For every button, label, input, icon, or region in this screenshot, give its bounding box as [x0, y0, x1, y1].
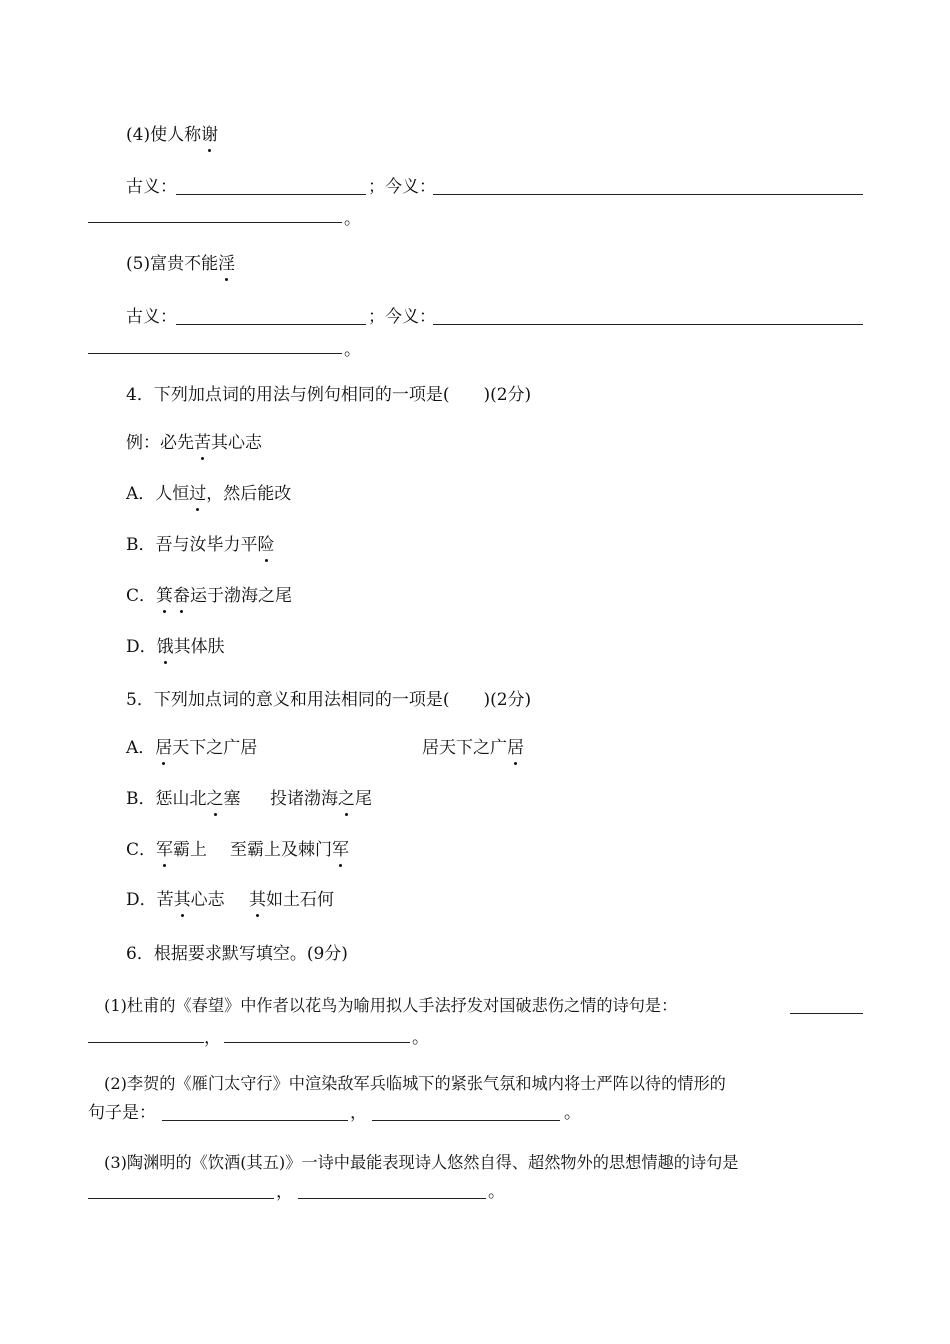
q6-item1-comma — [204, 1027, 221, 1049]
option-dotted-char: 饿 — [156, 637, 174, 657]
q3-item4-gu-blank[interactable] — [176, 194, 366, 195]
q4-option-c[interactable] — [126, 585, 292, 607]
option-suffix: ，然后能改 — [206, 484, 292, 504]
option-prefix: A．人恒 — [126, 484, 190, 504]
q4-option-a[interactable] — [126, 483, 291, 505]
q4-example — [126, 432, 262, 454]
period: 。 — [564, 1103, 581, 1123]
option-dotted-char: 其 — [249, 890, 266, 910]
option-suffix: 塞 — [223, 789, 241, 809]
q4-option-d[interactable] — [126, 636, 225, 658]
option-prefix: 居天下之广 — [422, 738, 507, 758]
q5-stem — [126, 689, 531, 711]
q6-item3-blank-1[interactable] — [88, 1198, 274, 1199]
q5-option-b-left[interactable] — [126, 788, 241, 810]
q3-item5-dotted-char: 淫 — [218, 254, 236, 274]
q6-item1-question: (1)杜甫的《春望》中作者以花鸟为喻用拟人手法抒发对国破悲伤之情的诗句是： — [104, 996, 678, 1015]
gu-label: 古义： — [126, 307, 177, 327]
option-suffix: 天下之广居 — [172, 738, 258, 758]
dotted-char: 畚 — [173, 586, 191, 606]
option-dotted-char: 之 — [206, 789, 224, 809]
option-dotted-char: 其 — [173, 890, 191, 910]
comma: ， — [350, 1103, 367, 1123]
q3-item4-end — [344, 208, 361, 230]
q3-item5-label — [126, 253, 235, 275]
q6-item1-blank-1b[interactable] — [88, 1042, 204, 1043]
option-dotted-char: 过 — [189, 484, 207, 504]
option-prefix: D．苦 — [126, 890, 174, 910]
q6-item2-question-line2: 句子是： — [88, 1103, 156, 1123]
q3-item5-jin-blank-1[interactable] — [433, 324, 863, 325]
option-prefix: D． — [126, 637, 157, 657]
period: 。 — [344, 209, 361, 229]
q5-option-b-right — [270, 788, 372, 810]
option-dotted-char: 居 — [155, 738, 173, 758]
option-suffix: 心志 — [190, 890, 225, 910]
q3-item4-label — [126, 124, 218, 146]
q6-item2-end — [564, 1102, 581, 1124]
q6-item2-text-1 — [104, 1073, 726, 1095]
q6-item3-question: (3)陶渊明的《饮酒(其五)》一诗中最能表现诗人悠然自得、超然物外的思想情趣的诗句是 — [104, 1153, 739, 1172]
option-prefix: C． — [126, 586, 157, 606]
q3-item4-text: (4)使人称 — [126, 125, 202, 145]
q6-item3-comma — [276, 1181, 293, 1203]
option-dotted-char-1 — [156, 586, 190, 606]
option-prefix: C． — [126, 840, 157, 860]
option-prefix: B．惩山北 — [126, 789, 207, 809]
q3-item5-jin-label — [368, 306, 436, 328]
q3-item5-text: (5)富贵不能 — [126, 254, 219, 274]
q6-item2-comma — [350, 1102, 367, 1124]
q3-item4-jin-blank-1[interactable] — [433, 194, 863, 195]
q3-item4-dotted-char: 谢 — [201, 125, 219, 145]
q3-item4-jin-blank-2[interactable] — [88, 222, 342, 223]
q5-option-d-left[interactable] — [126, 889, 225, 911]
q6-item3-text — [104, 1152, 739, 1174]
q6-item1-blank-2[interactable] — [224, 1042, 410, 1043]
semicolon: ； — [368, 177, 385, 197]
q6-item3-blank-2[interactable] — [298, 1198, 486, 1199]
q3-item5-end — [344, 339, 361, 361]
q4-example-dotted-char: 苦 — [194, 433, 211, 453]
q6-item2-blank-2[interactable] — [372, 1120, 560, 1121]
option-prefix: 至霸上及棘门 — [230, 840, 332, 860]
q4-option-b[interactable] — [126, 534, 275, 556]
option-dotted-char: 险 — [257, 535, 275, 555]
q5-option-a-right — [422, 737, 524, 759]
q5-option-a-left[interactable] — [126, 737, 257, 759]
comma: ， — [204, 1028, 221, 1048]
q6-item1-blank-1a[interactable] — [790, 1013, 863, 1014]
period: 。 — [344, 340, 361, 360]
option-suffix: 运于渤海之尾 — [190, 586, 293, 606]
option-suffix: 霸上 — [173, 840, 208, 860]
q6-item1-end — [412, 1027, 429, 1049]
q4-stem — [126, 384, 531, 406]
q4-example-suffix: 其心志 — [211, 433, 262, 453]
option-suffix: 如土石何 — [266, 890, 334, 910]
q6-item2-text-2 — [88, 1102, 156, 1124]
q5-stem-text: 5．下列加点词的意义和用法相同的一项是( )(2分) — [126, 690, 532, 710]
q4-example-prefix: 例：必先 — [126, 433, 194, 453]
q6-item3-end — [488, 1181, 505, 1203]
period: 。 — [488, 1182, 505, 1202]
jin-label: 今义： — [385, 307, 436, 327]
period: 。 — [412, 1028, 429, 1048]
q3-item5-jin-blank-2[interactable] — [88, 353, 342, 354]
option-dotted-char: 军 — [156, 840, 174, 860]
gu-label: 古义： — [126, 177, 177, 197]
q6-stem — [126, 943, 348, 965]
q3-item5-gu-label — [126, 306, 177, 328]
option-dotted-char: 之 — [338, 789, 355, 809]
dotted-char: 箕 — [156, 586, 174, 606]
comma: ， — [276, 1182, 293, 1202]
q3-item4-jin-label — [368, 176, 436, 198]
semicolon: ； — [368, 307, 385, 327]
q5-option-c-left[interactable] — [126, 839, 207, 861]
q3-item5-gu-blank[interactable] — [176, 324, 366, 325]
q5-option-c-right — [230, 839, 349, 861]
q6-item2-question-line1: (2)李贺的《雁门太守行》中渲染敌军兵临城下的紧张气氛和城内将士严阵以待的情形的 — [104, 1074, 726, 1093]
option-dotted-char: 居 — [507, 738, 524, 758]
q6-item1-text — [104, 995, 677, 1017]
q4-stem-text: 4．下列加点词的用法与例句相同的一项是( )(2分) — [126, 385, 532, 405]
jin-label: 今义： — [385, 177, 436, 197]
q5-option-d-right — [249, 889, 334, 911]
option-dotted-char: 军 — [332, 840, 349, 860]
option-suffix: 其体肤 — [173, 637, 225, 657]
q6-stem-text: 6．根据要求默写填空。(9分) — [126, 944, 348, 964]
option-prefix: A． — [126, 738, 156, 758]
option-prefix: B．吾与汝毕力平 — [126, 535, 258, 555]
option-suffix: 尾 — [355, 789, 372, 809]
option-prefix: 投诸渤海 — [270, 789, 338, 809]
q3-item4-gu-label — [126, 176, 177, 198]
q6-item2-blank-1[interactable] — [162, 1120, 348, 1121]
